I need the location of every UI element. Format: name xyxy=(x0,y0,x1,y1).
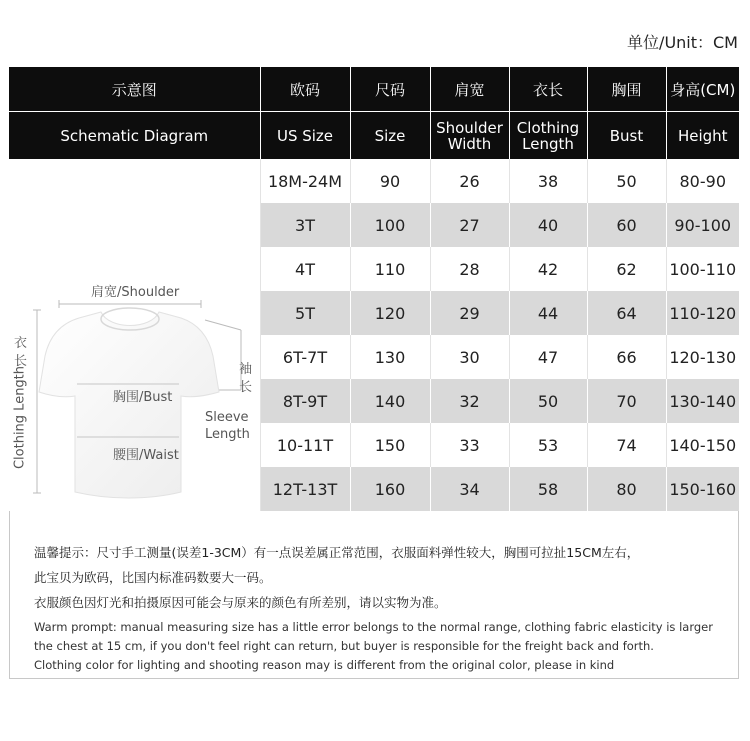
note-en-3: Clothing color for lighting and shooting reason may is different from the original color, please in kind xyxy=(34,658,615,672)
size-chart-table xyxy=(9,67,739,511)
header-height-en: Height xyxy=(666,112,739,160)
shoulder-cell: 27 xyxy=(430,203,509,247)
table-row xyxy=(9,159,739,203)
shoulder-cell: 28 xyxy=(430,247,509,291)
schematic-diagram xyxy=(9,160,259,511)
header-size-en: Size xyxy=(350,112,430,160)
header-shoulder-en: Shoulder Width xyxy=(430,112,509,160)
height-cell: 110-120 xyxy=(666,291,739,335)
length-label-zh-2: 长 xyxy=(14,353,28,369)
length-cell: 42 xyxy=(509,247,587,291)
note-en-1: Warm prompt: manual measuring size has a little error belongs to the normal range, clothing fabric elasticity is larger xyxy=(34,620,713,634)
schematic-diagram-cell xyxy=(9,159,260,511)
us-size-cell: 3T xyxy=(260,203,350,247)
sleeve-label-en-1: Sleeve xyxy=(205,409,249,425)
length-cell: 58 xyxy=(509,467,587,511)
header-shoulder-zh: 肩宽 xyxy=(430,67,509,112)
header-diagram-zh: 示意图 xyxy=(9,67,260,112)
size-cell: 130 xyxy=(350,335,430,379)
height-cell: 90-100 xyxy=(666,203,739,247)
height-cell: 80-90 xyxy=(666,159,739,203)
header-bust-en: Bust xyxy=(587,112,666,160)
size-cell: 120 xyxy=(350,291,430,335)
height-cell: 100-110 xyxy=(666,247,739,291)
header-bust-zh: 胸围 xyxy=(587,67,666,112)
sleeve-label-zh-1: 袖 xyxy=(239,361,253,377)
length-cell: 44 xyxy=(509,291,587,335)
waist-label: 腰围/Waist xyxy=(113,447,179,463)
us-size-cell: 8T-9T xyxy=(260,379,350,423)
header-length-zh: 衣长 xyxy=(509,67,587,112)
size-cell: 140 xyxy=(350,379,430,423)
note-zh-1: 温馨提示：尺寸手工测量(误差1-3CM）有一点误差属正常范围，衣服面料弹性较大，胸围可拉扯15CM左右， xyxy=(34,545,640,560)
header-height-zh: 身高(CM) xyxy=(666,67,739,112)
bust-label: 胸围/Bust xyxy=(113,389,173,405)
us-size-cell: 18M-24M xyxy=(260,159,350,203)
bust-cell: 74 xyxy=(587,423,666,467)
us-size-cell: 10-11T xyxy=(260,423,350,467)
bust-cell: 70 xyxy=(587,379,666,423)
bust-cell: 66 xyxy=(587,335,666,379)
unit-label: 单位/Unit：CM xyxy=(627,33,738,52)
shoulder-cell: 30 xyxy=(430,335,509,379)
bust-cell: 60 xyxy=(587,203,666,247)
height-cell: 130-140 xyxy=(666,379,739,423)
height-cell: 120-130 xyxy=(666,335,739,379)
us-size-cell: 6T-7T xyxy=(260,335,350,379)
us-size-cell: 5T xyxy=(260,291,350,335)
header-size-zh: 尺码 xyxy=(350,67,430,112)
bust-cell: 62 xyxy=(587,247,666,291)
size-cell: 150 xyxy=(350,423,430,467)
note-en-2: the chest at 15 cm, if you don't feel right can return, but buyer is responsible for the freight back and forth. xyxy=(34,639,654,653)
size-cell: 110 xyxy=(350,247,430,291)
us-size-cell: 12T-13T xyxy=(260,467,350,511)
length-cell: 47 xyxy=(509,335,587,379)
bust-cell: 50 xyxy=(587,159,666,203)
sleeve-label-en-2: Length xyxy=(205,426,250,442)
header-row-en xyxy=(9,112,739,160)
length-label-zh-1: 衣 xyxy=(14,335,28,351)
shoulder-cell: 34 xyxy=(430,467,509,511)
length-cell: 40 xyxy=(509,203,587,247)
shoulder-cell: 29 xyxy=(430,291,509,335)
header-diagram-en: Schematic Diagram xyxy=(9,112,260,160)
length-cell: 38 xyxy=(509,159,587,203)
shoulder-cell: 26 xyxy=(430,159,509,203)
warm-prompt-notes xyxy=(34,540,734,675)
bust-cell: 80 xyxy=(587,467,666,511)
header-us-size-zh: 欧码 xyxy=(260,67,350,112)
height-cell: 140-150 xyxy=(666,423,739,467)
header-length-en: Clothing Length xyxy=(509,112,587,160)
note-zh-3: 衣服颜色因灯光和拍摄原因可能会与原来的颜色有所差别，请以实物为准。 xyxy=(34,595,447,610)
header-row-zh xyxy=(9,67,739,112)
note-zh-2: 此宝贝为欧码，比国内标准码数要大一码。 xyxy=(34,570,272,585)
us-size-cell: 4T xyxy=(260,247,350,291)
length-cell: 53 xyxy=(509,423,587,467)
header-us-size-en: US Size xyxy=(260,112,350,160)
size-cell: 90 xyxy=(350,159,430,203)
shoulder-label: 肩宽/Shoulder xyxy=(91,284,180,300)
sleeve-label-zh-2: 长 xyxy=(239,379,253,395)
length-label-en: Clothing Length xyxy=(12,365,28,469)
size-cell: 100 xyxy=(350,203,430,247)
bust-cell: 64 xyxy=(587,291,666,335)
height-cell: 150-160 xyxy=(666,467,739,511)
shoulder-cell: 33 xyxy=(430,423,509,467)
shoulder-cell: 32 xyxy=(430,379,509,423)
length-cell: 50 xyxy=(509,379,587,423)
size-cell: 160 xyxy=(350,467,430,511)
